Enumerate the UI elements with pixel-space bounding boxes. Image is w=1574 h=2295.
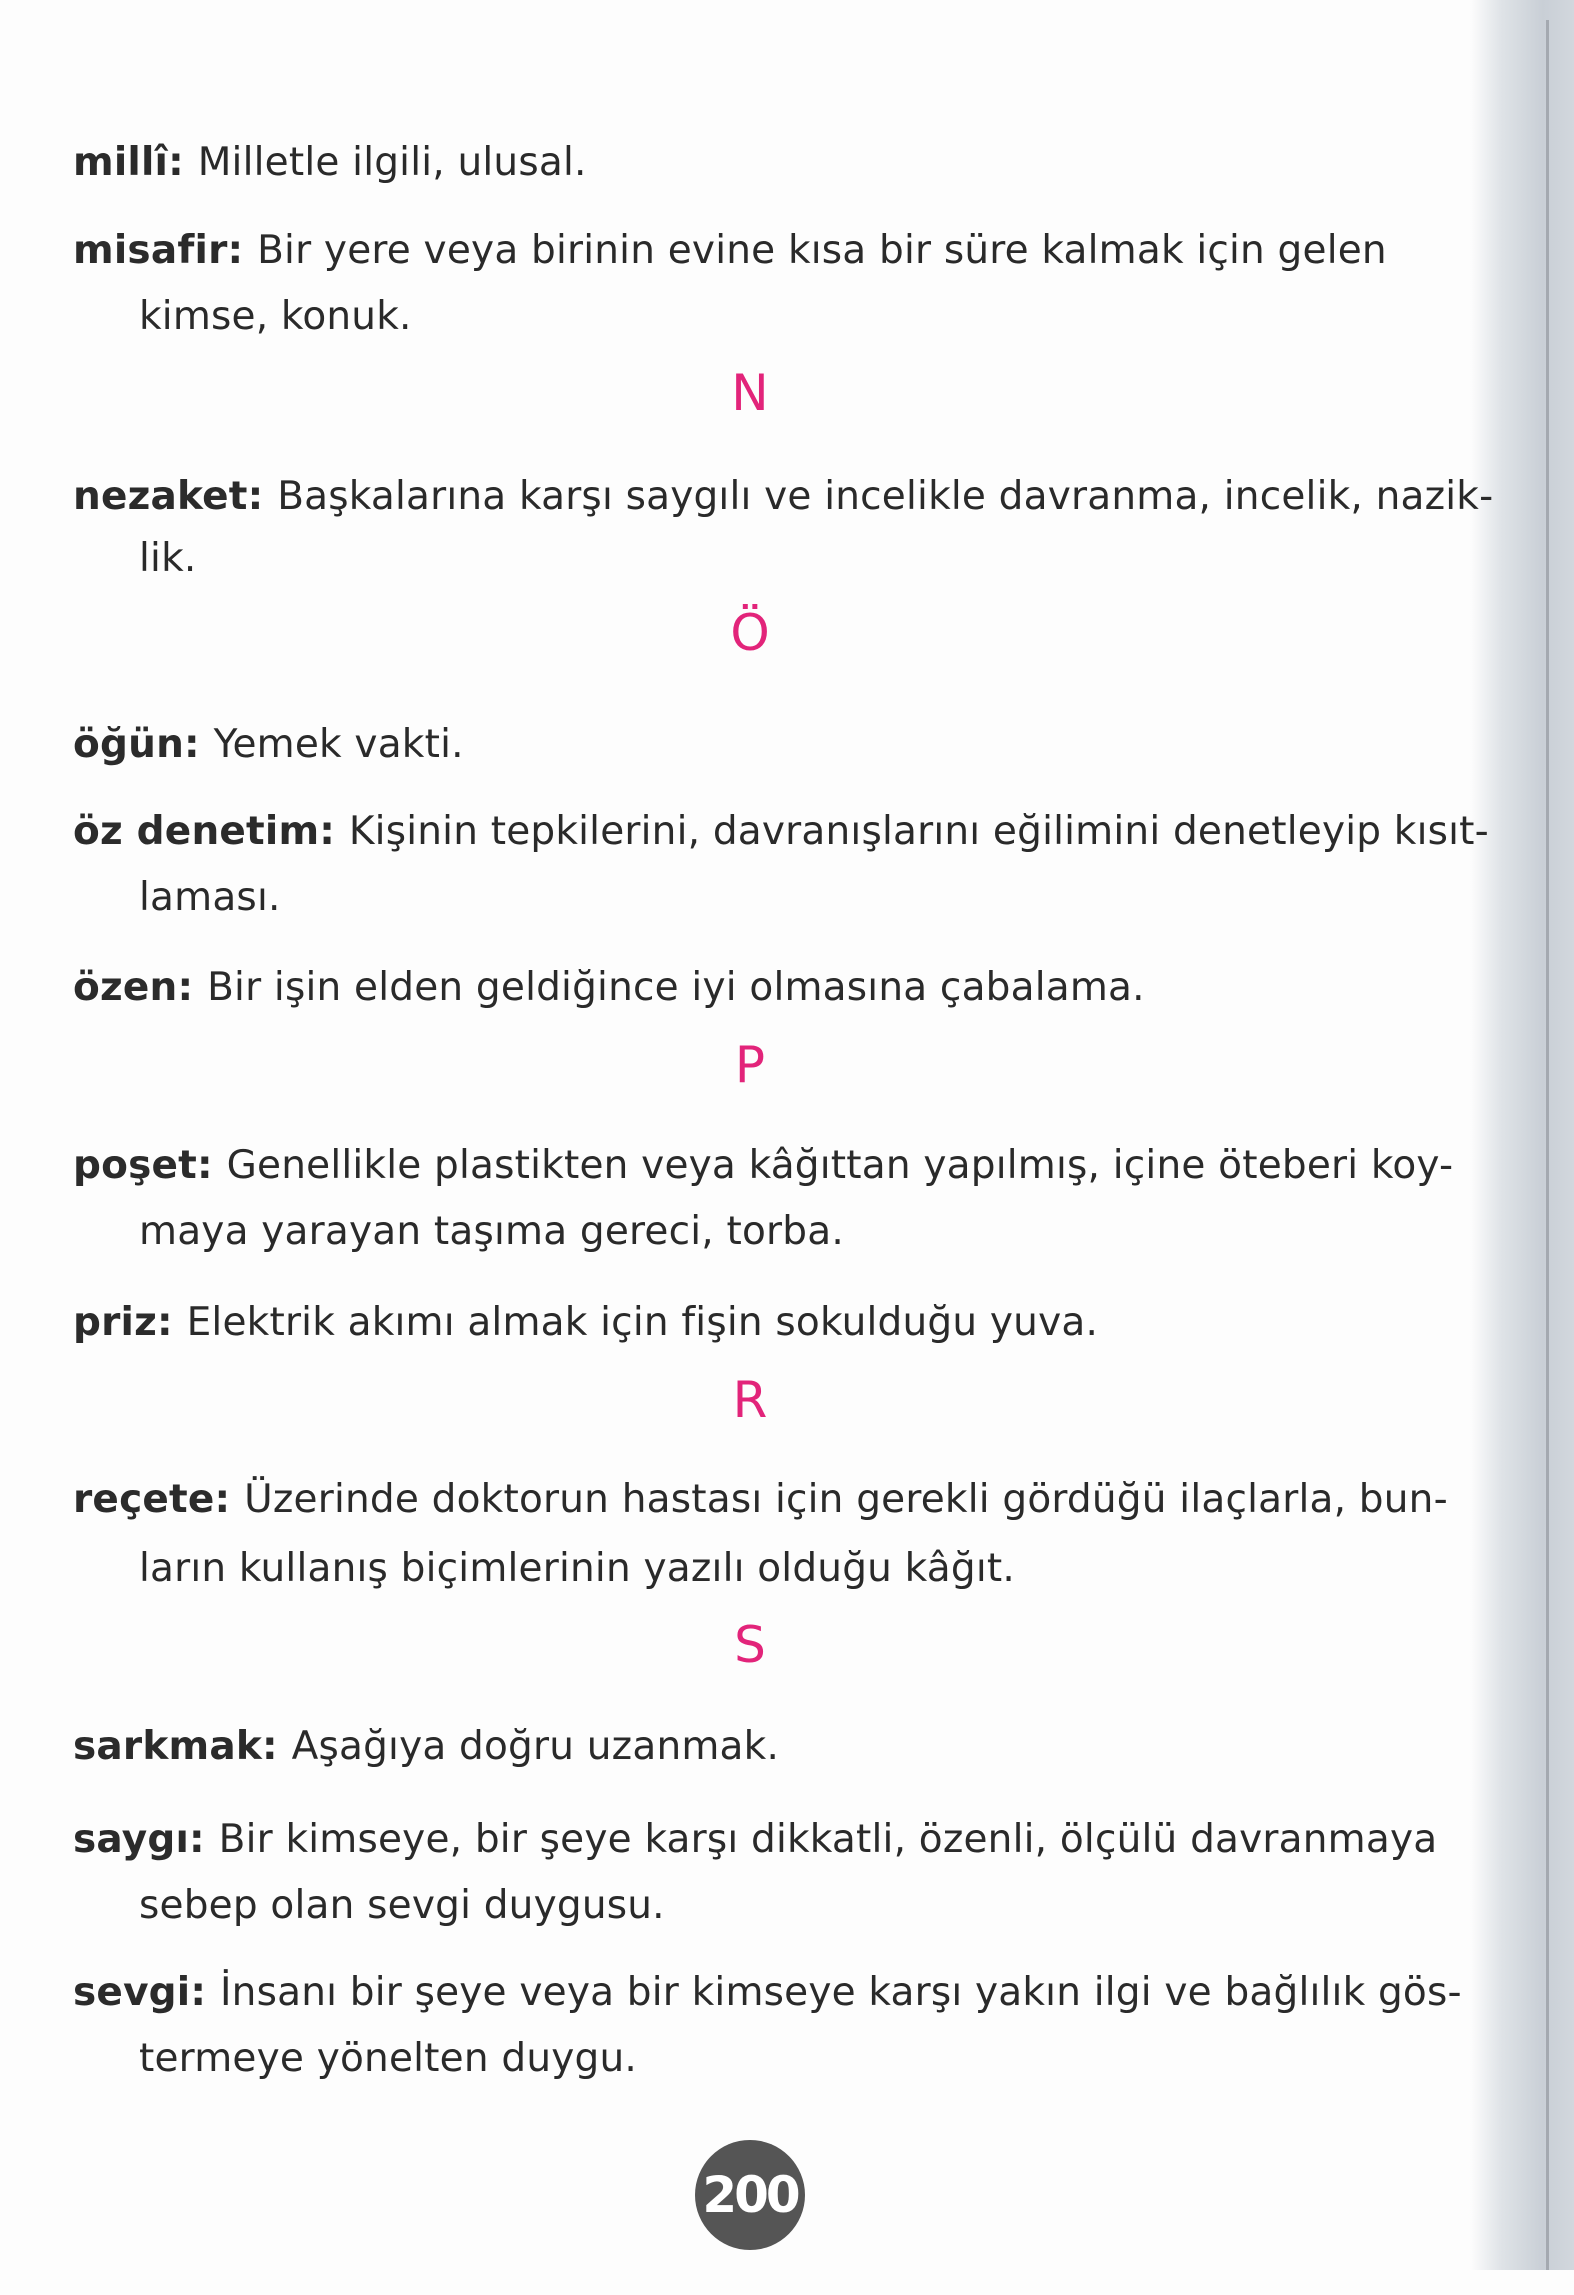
glossary-entry (73, 1817, 1437, 1862)
glossary-entry (73, 140, 587, 185)
entry-term: millî: (73, 140, 198, 185)
entry-definition: Bir işin elden geldiğince iyi olmasına çabalama. (207, 965, 1145, 1010)
glossary-entry (73, 228, 1387, 273)
entry-term: öğün: (73, 722, 214, 767)
glossary-entry (73, 965, 1145, 1010)
definition-continuation: lik. (139, 536, 197, 581)
glossary-entry (73, 1143, 1453, 1188)
glossary-entry (73, 722, 464, 767)
definition-continuation: termeye yönelten duygu. (139, 2036, 638, 2081)
glossary-entry (73, 474, 1493, 519)
section-letter: N (731, 364, 769, 422)
section-letter: R (732, 1371, 768, 1429)
section-letter: Ö (730, 604, 770, 662)
glossary-entry (73, 1300, 1098, 1345)
entry-definition: Yemek vakti. (213, 722, 464, 767)
definition-continuation: maya yarayan taşıma gereci, torba. (139, 1209, 844, 1254)
entry-definition: Aşağıya doğru uzanmak. (291, 1724, 780, 1769)
entry-definition: Üzerinde doktorun hastası için gerekli gördüğü ilaçlarla, bun- (244, 1477, 1448, 1522)
entry-term: öz denetim: (73, 809, 349, 854)
book-spine-shadow (1470, 0, 1574, 2270)
entry-definition: Bir yere veya birinin evine kısa bir süre kalmak için gelen (257, 228, 1387, 273)
glossary-entry (73, 1970, 1462, 2015)
section-letter: P (734, 1036, 766, 1094)
definition-continuation: kimse, konuk. (139, 294, 412, 339)
entry-definition: Başkalarına karşı saygılı ve incelikle davranma, incelik, nazik- (277, 474, 1494, 519)
entry-definition: Genellikle plastikten veya kâğıttan yapılmış, içine öteberi koy- (226, 1143, 1454, 1188)
page-number-badge: 200 (695, 2140, 805, 2250)
entry-term: priz: (73, 1300, 187, 1345)
entry-definition: İnsanı bir şeye veya bir kimseye karşı yakın ilgi ve bağlılık gös- (219, 1970, 1462, 2015)
entry-definition: Milletle ilgili, ulusal. (197, 140, 587, 185)
glossary-entry (73, 1724, 779, 1769)
entry-term: reçete: (73, 1477, 245, 1522)
definition-continuation: sebep olan sevgi duygusu. (139, 1883, 665, 1928)
glossary-entry (73, 1477, 1448, 1522)
entry-term: özen: (73, 965, 208, 1010)
entry-definition: Bir kimseye, bir şeye karşı dikkatli, özenli, ölçülü davranmaya (218, 1817, 1438, 1862)
page-edge-line (1546, 20, 1549, 2270)
definition-continuation: laması. (139, 875, 281, 920)
entry-term: poşet: (73, 1143, 227, 1188)
entry-definition: Elektrik akımı almak için fişin sokulduğu yuva. (186, 1300, 1099, 1345)
entry-term: sarkmak: (73, 1724, 292, 1769)
definition-continuation: ların kullanış biçimlerinin yazılı olduğu kâğıt. (139, 1546, 1015, 1591)
entry-definition: Kişinin tepkilerini, davranışlarını eğilimini denetleyip kısıt- (348, 809, 1489, 854)
entry-term: misafir: (73, 228, 258, 273)
entry-term: sevgi: (73, 1970, 220, 2015)
section-letter: S (734, 1616, 766, 1674)
glossary-entry (73, 809, 1489, 854)
entry-term: saygı: (73, 1817, 219, 1862)
entry-term: nezaket: (73, 474, 278, 519)
